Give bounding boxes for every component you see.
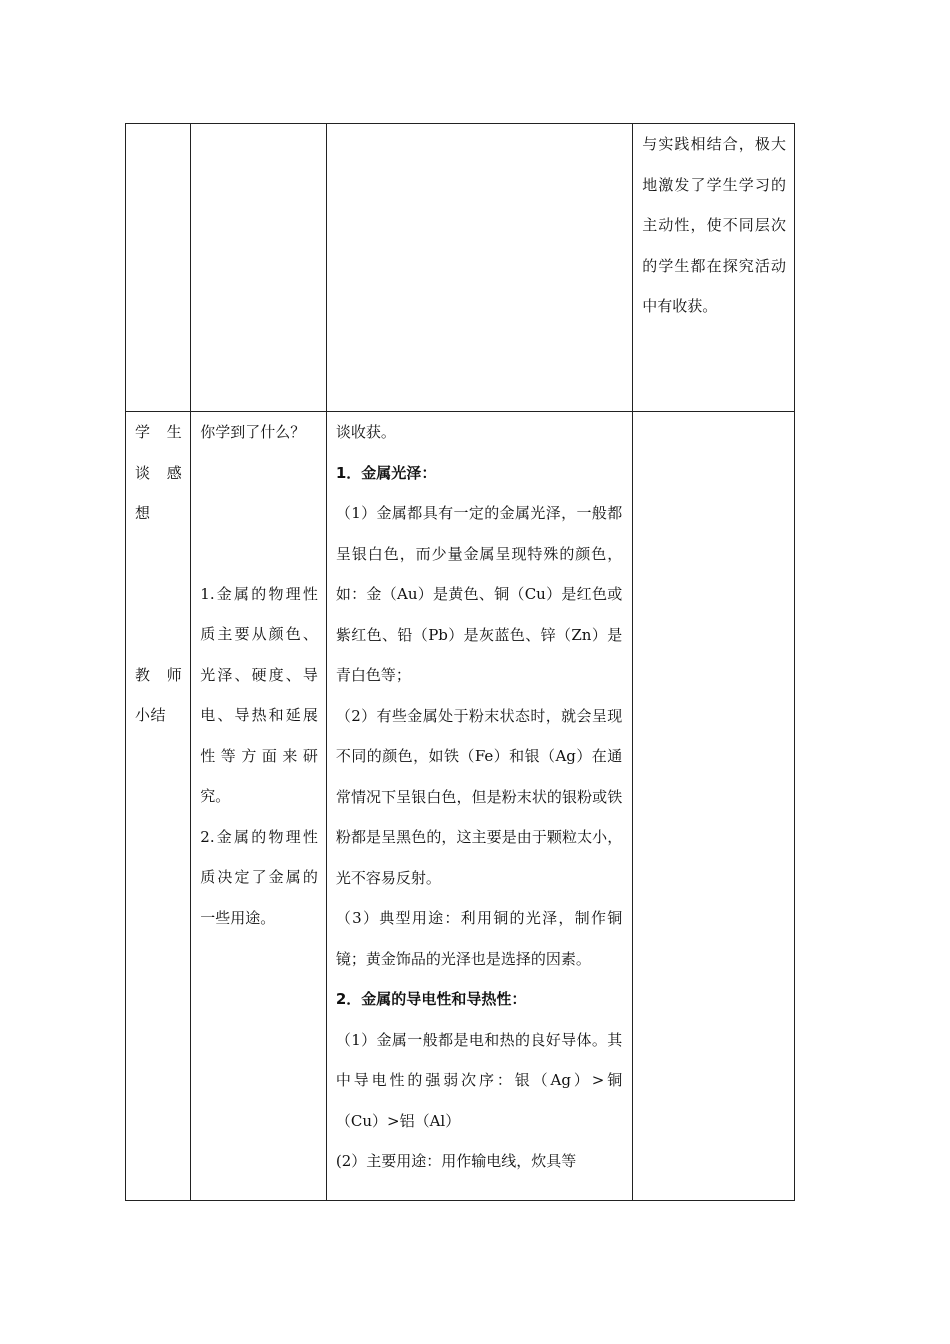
stage-label-char: 教 [135,665,151,684]
row1-col2-cell [191,124,327,412]
stage-labels [126,412,190,736]
row2-col3-cell [326,412,632,1201]
row1-col1-cell [126,124,191,412]
stage-label-line [135,412,186,453]
stage-label-char: 师 [166,665,183,684]
paragraph: （3）典型用途：利用铜的光泽，制作铜镜；黄金饰品的光泽也是选择的因素。 [335,909,623,968]
stage-label-line [135,655,186,696]
table-row [126,124,795,412]
lesson-table [125,123,795,1201]
summary-point-1: 1.金属的物理性质主要从颜色、光泽、硬度、导电、导热和延展性等方面来研究。 [200,584,318,805]
section-heading: 2．金属的导电性和导热性： [335,990,527,1008]
stage-label-line: 小结 [135,706,167,724]
stage-label-char: 生 [166,423,183,441]
section-heading: 1．金属光泽： [335,463,437,482]
student-activity [327,412,632,1182]
row1-col4-cell [633,124,795,412]
stage-label-line: 想 [135,504,151,522]
stage-label-char: 谈 [135,463,151,482]
paragraph: （1）金属都具有一定的金属光泽，一般都呈银白色，而少量金属呈现特殊的颜色，如：金（Au）是黄色、铜（Cu）是红色或紫红色、铅（Pb）是灰蓝色、锌（Zn）是青白色等； [335,504,623,684]
row2-col1-cell [126,412,191,1201]
paragraph: (2）主要用途：用作输电线，炊具等 [335,1152,577,1170]
paragraph: （2）有些金属处于粉末状态时，就会呈现不同的颜色，如铁（Fe）和银（Ag）在通常情况下呈银白色，但是粉末状的银粉或铁粉都是呈黑色的，这主要是由于颗粒太小，光不容易反射。 [335,706,623,887]
row2-col4-cell [633,412,795,1201]
stage-label-char: 学 [135,423,151,441]
teacher-activity [191,412,326,938]
design-intent-text: 与实践相结合，极大地激发了学生学习的主动性，使不同层次的学生都在探究活动中有收获。 [642,135,786,315]
row2-col2-cell [191,412,327,1201]
stage-label-char: 感 [166,463,183,482]
spacer [200,453,318,574]
stage-label-line [135,453,186,494]
intro-text: 谈收获。 [335,423,396,441]
paragraph: （1）金属一般都是电和热的良好导体。其中导电性的强弱次序：银（Ag）>铜（Cu）>铝（Al） [335,1030,623,1130]
question-text: 你学到了什么？ [200,423,306,441]
table-row [126,412,795,1201]
row1-col3-cell [326,124,632,412]
summary-point-2: 2.金属的物理性质决定了金属的一些用途。 [200,827,318,927]
spacer [135,534,186,655]
